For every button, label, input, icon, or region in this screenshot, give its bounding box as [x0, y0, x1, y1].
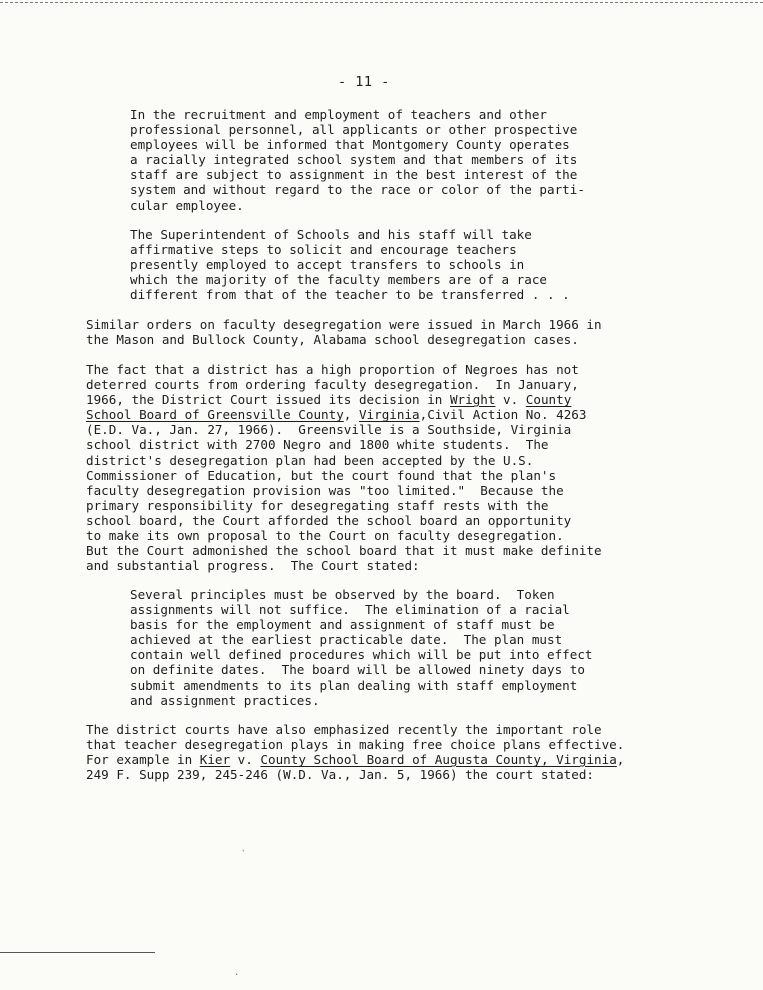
paragraph-kier [86, 722, 626, 782]
paragraph-greensville [86, 362, 626, 573]
case-name-kier: Kier [199, 752, 231, 768]
quote-court-principles [130, 587, 600, 708]
body-line: district's desegregation plan had been accepted by the U.S. [86, 452, 534, 468]
body-text: v. [230, 752, 261, 768]
quote-line: presently employed to accept transfers to schools in [130, 257, 525, 273]
quote-line: cular employee. [130, 197, 244, 213]
quote-line: different from that of the teacher to be transferred . . . [130, 287, 570, 303]
quote-line: staff are subject to assignment in the best interest of the [130, 167, 578, 183]
case-name-county: County [525, 392, 572, 408]
body-text: 1966, the District Court issued its decision in [86, 392, 450, 408]
quote-line: a racially integrated school system and that members of its [130, 152, 578, 168]
quote-line: on definite dates. The board will be allowed ninety days to [130, 662, 585, 678]
quote-line: employees will be informed that Montgomery County operates [130, 137, 570, 153]
body-line [86, 392, 626, 407]
paragraph-similar-orders [86, 317, 626, 347]
case-name-school-board: School Board of Greensville County [86, 407, 344, 423]
scan-speck: . [234, 968, 240, 978]
body-line [86, 752, 626, 767]
body-line: The fact that a district has a high proportion of Negroes has not [86, 362, 579, 377]
body-line [86, 407, 626, 422]
quote-line: affirmative steps to solicit and encourage teachers [130, 242, 517, 258]
quote-line: contain well defined procedures which will be put into effect [130, 647, 593, 663]
body-line: school board, the Court afforded the school board an opportunity [86, 512, 572, 528]
quote-line: In the recruitment and employment of teachers and other [130, 107, 548, 122]
body-text: v. [495, 392, 526, 408]
page-number: - 11 - [338, 74, 390, 90]
scan-speck: ` [241, 850, 247, 860]
scan-edge-line [0, 2, 763, 3]
quote-line: which the majority of the faculty members are of a race [130, 272, 548, 288]
body-line: school district with 2700 Negro and 1800 white students. The [86, 437, 549, 453]
quote-line: Several principles must be observed by the board. Token [130, 587, 555, 602]
body-line: and substantial progress. The Court stated: [86, 558, 420, 574]
body-text: For example in [86, 752, 200, 768]
case-name-virginia: Virginia [358, 407, 420, 423]
body-line: primary responsibility for desegregating staff rests with the [86, 497, 549, 513]
case-name-wright: Wright [449, 392, 496, 408]
quote-line: The Superintendent of Schools and his staff will take [130, 227, 532, 242]
body-line: But the Court admonished the school board that it must make definite [86, 543, 602, 559]
quote-superintendent [130, 227, 600, 302]
body-line: to make its own proposal to the Court on faculty desegregation. [86, 528, 564, 544]
quote-line: achieved at the earliest practicable date. The plan must [130, 632, 563, 648]
quote-line: professional personnel, all applicants or other prospective [130, 122, 578, 138]
body-text: , [343, 407, 359, 423]
body-line: Commissioner of Education, but the court found that the plan's [86, 467, 557, 483]
quote-line: and assignment practices. [130, 692, 320, 708]
body-text: ,Civil Action No. 4263 [419, 407, 587, 423]
body-line: The district courts have also emphasized recently the important role [86, 722, 602, 737]
body-line: faculty desegregation provision was "too limited." Because the [86, 482, 564, 498]
body-line: the Mason and Bullock County, Alabama school desegregation cases. [86, 332, 579, 348]
quote-line: basis for the employment and assignment of staff must be [130, 617, 555, 633]
case-name-augusta: County School Board of Augusta County, Virginia [260, 752, 617, 768]
body-line: Similar orders on faculty desegregation were issued in March 1966 in [86, 317, 602, 332]
body-line: 249 F. Supp 239, 245-246 (W.D. Va., Jan. 5, 1966) the court stated: [86, 767, 594, 783]
quote-line: submit amendments to its plan dealing with staff employment [130, 677, 578, 693]
body-line: that teacher desegregation plays in making free choice plans effective. [86, 737, 625, 753]
body-line: (E.D. Va., Jan. 27, 1966). Greensville is a Southside, Virginia [86, 422, 572, 438]
body-text: , [616, 752, 625, 768]
quote-line: system and without regard to the race or color of the parti- [130, 182, 585, 198]
quote-recruitment [130, 107, 600, 213]
quote-line: assignments will not suffice. The elimination of a racial [130, 602, 570, 618]
scan-edge-line [0, 952, 155, 953]
body-line: deterred courts from ordering faculty desegregation. In January, [86, 377, 579, 393]
